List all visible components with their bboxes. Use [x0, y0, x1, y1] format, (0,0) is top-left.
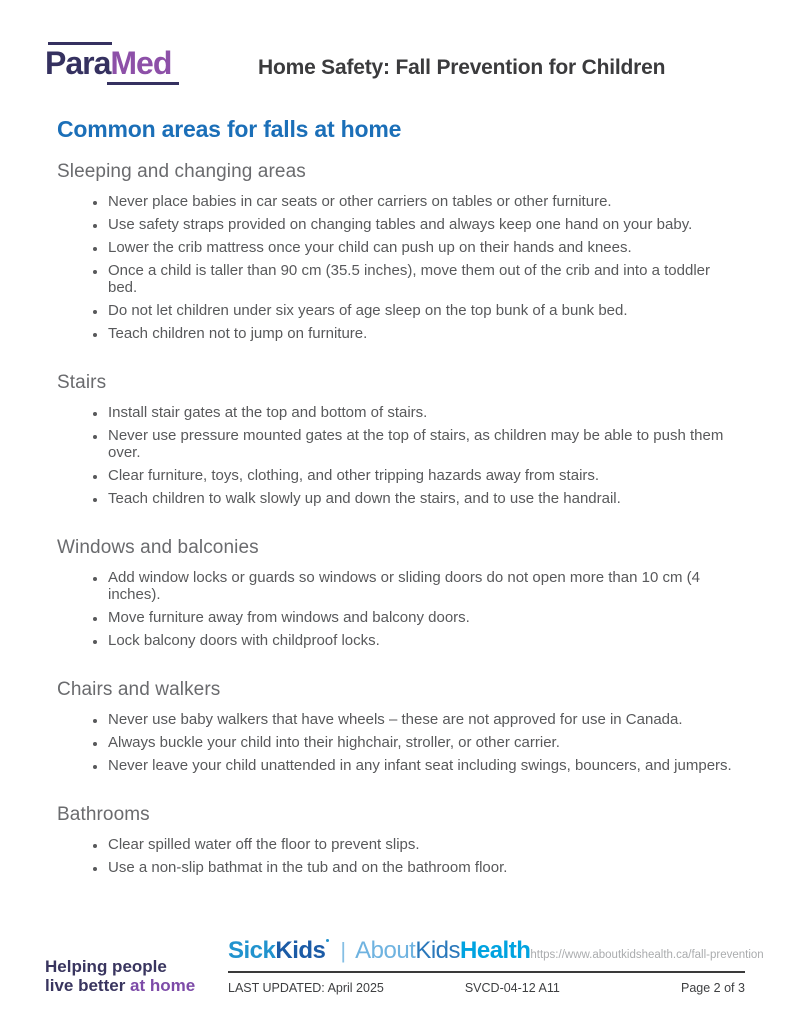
page-number: Page 2 of 3 [681, 981, 745, 995]
bullet-list [57, 569, 737, 649]
last-updated-label: LAST UPDATED: April 2025 [228, 981, 384, 995]
bullet-item: • Never place babies in car seats or other carriers on tables or other furniture. [107, 193, 737, 210]
sickkids-logo-kids: Kids [275, 937, 326, 964]
paramed-tagline [45, 957, 195, 995]
footer-logo-row [228, 937, 764, 973]
footer-logos [228, 937, 530, 965]
paramed-logo-bottom-rule [107, 82, 179, 85]
paramed-logo-med: Med [110, 45, 172, 81]
footer-meta-row [228, 973, 745, 995]
bullet-item: • Use a non-slip bathmat in the tub and on the bathroom floor. [107, 859, 737, 876]
trademark-dot [326, 939, 329, 942]
bullet-item: • Never use baby walkers that have wheels – these are not approved for use in Canada. [107, 711, 737, 728]
aboutkidshealth-logo [355, 937, 530, 964]
bullet-item: • Clear spilled water off the floor to prevent slips. [107, 836, 737, 853]
paramed-logo-text [45, 47, 179, 81]
page-title: Home Safety: Fall Prevention for Children [258, 56, 666, 79]
paramed-logo [45, 42, 179, 85]
bullet-item: • Never use pressure mounted gates at the top of stairs, as children may be able to push them over. [107, 427, 737, 461]
section-heading: Sleeping and changing areas [57, 161, 306, 182]
bullet-item: • Add window locks or guards so windows or sliding doors do not open more than 10 cm (4 inches). [107, 569, 737, 603]
akh-logo-kids: Kids [415, 937, 461, 964]
paramed-logo-para: Para [45, 45, 111, 81]
footer-url: https://www.aboutkidshealth.ca/fall-prevention [530, 949, 764, 961]
bullet-list [57, 193, 737, 342]
bullet-item: • Lower the crib mattress once your child can push up on their hands and knees. [107, 239, 737, 256]
sickkids-logo-sick: Sick [228, 937, 276, 964]
bullet-item: • Teach children not to jump on furniture. [107, 325, 737, 342]
akh-logo-health: Health [460, 937, 531, 964]
bullet-item: • Use safety straps provided on changing tables and always keep one hand on your baby. [107, 216, 737, 233]
document-code: SVCD-04-12 A11 [464, 981, 560, 995]
bullet-item: • Never leave your child unattended in any infant seat including swings, bouncers, and jumpers. [107, 757, 737, 774]
bullet-item: • Lock balcony doors with childproof locks. [107, 632, 737, 649]
logo-divider: | [340, 938, 347, 963]
bullet-item: • Teach children to walk slowly up and down the stairs, and to use the handrail. [107, 490, 737, 507]
tagline-line2-dark: live better [45, 976, 131, 995]
footer-block [228, 937, 764, 995]
bullet-item: • Clear furniture, toys, clothing, and other tripping hazards away from stairs. [107, 467, 737, 484]
bullet-item: • Do not let children under six years of age sleep on the top bunk of a bunk bed. [107, 302, 737, 319]
section-heading: Stairs [57, 372, 107, 393]
tagline-line1: Helping people [45, 957, 167, 976]
bullet-list [57, 404, 737, 507]
bullet-list [57, 836, 737, 876]
bullet-item: • Once a child is taller than 90 cm (35.5 inches), move them out of the crib and into a toddler bed. [107, 262, 737, 296]
sickkids-logo [228, 937, 329, 964]
tagline-line2-accent: at home [130, 976, 196, 995]
main-heading: Common areas for falls at home [57, 116, 402, 142]
content-sections [57, 161, 737, 876]
section-heading: Windows and balconies [57, 537, 259, 558]
document-body [57, 116, 737, 882]
section-heading: Bathrooms [57, 804, 150, 825]
section-heading: Chairs and walkers [57, 679, 221, 700]
akh-logo-about: About [355, 937, 416, 964]
bullet-list [57, 711, 737, 774]
bullet-item: • Move furniture away from windows and balcony doors. [107, 609, 737, 626]
bullet-item: • Install stair gates at the top and bottom of stairs. [107, 404, 737, 421]
bullet-item: • Always buckle your child into their highchair, stroller, or other carrier. [107, 734, 737, 751]
